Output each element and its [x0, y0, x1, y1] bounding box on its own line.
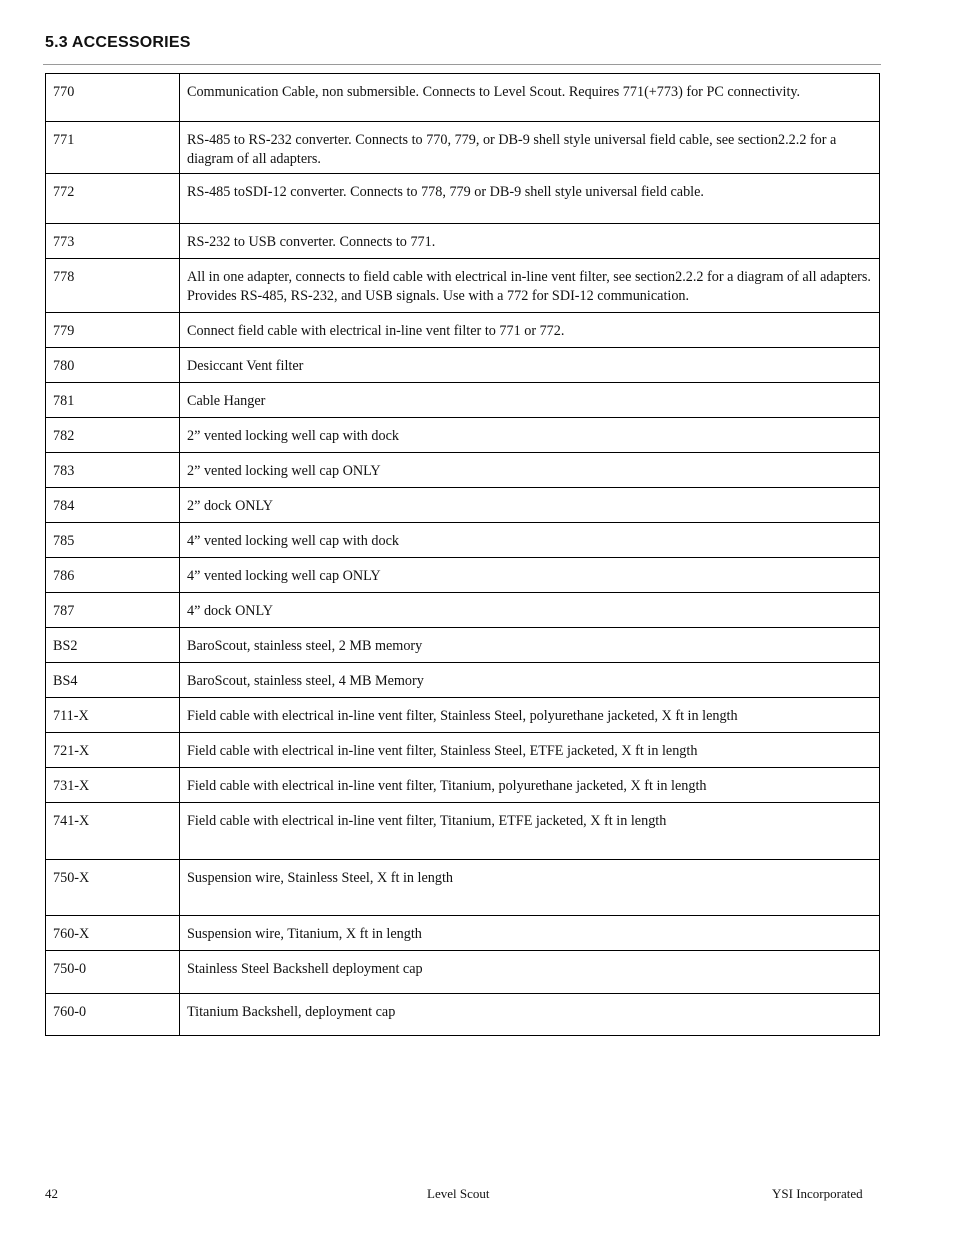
footer-page-number: 42 [45, 1186, 58, 1201]
table-row [46, 523, 880, 558]
table-row [46, 628, 880, 663]
accessories-table [45, 73, 880, 1036]
description-cell: Cable Hanger [180, 383, 880, 418]
description-cell: 2” dock ONLY [180, 488, 880, 523]
part-number-cell: 783 [46, 453, 180, 488]
accessories-table-body [46, 74, 880, 1036]
table-row [46, 733, 880, 768]
table-row [46, 383, 880, 418]
table-row [46, 453, 880, 488]
description-cell: BaroScout, stainless steel, 4 MB Memory [180, 663, 880, 698]
part-number-cell: 750-X [46, 860, 180, 916]
part-number-cell: BS2 [46, 628, 180, 663]
part-number-cell: 778 [46, 259, 180, 313]
part-number-cell: 711-X [46, 698, 180, 733]
description-cell: Desiccant Vent filter [180, 348, 880, 383]
table-row [46, 916, 880, 951]
footer-product-name: Level Scout [427, 1186, 490, 1201]
part-number-cell: 786 [46, 558, 180, 593]
description-cell: Suspension wire, Titanium, X ft in length [180, 916, 880, 951]
footer-company-name: YSI Incorporated [772, 1186, 863, 1201]
description-cell: 2” vented locking well cap with dock [180, 418, 880, 453]
part-number-cell: 770 [46, 74, 180, 122]
table-row [46, 348, 880, 383]
table-row [46, 313, 880, 348]
description-cell: 2” vented locking well cap ONLY [180, 453, 880, 488]
table-row [46, 951, 880, 994]
description-cell: Field cable with electrical in-line vent filter, Titanium, ETFE jacketed, X ft in length [180, 803, 880, 860]
part-number-cell: 784 [46, 488, 180, 523]
part-number-cell: 772 [46, 174, 180, 224]
description-cell: 4” vented locking well cap ONLY [180, 558, 880, 593]
part-number-cell: 782 [46, 418, 180, 453]
table-row [46, 803, 880, 860]
description-cell: Field cable with electrical in-line vent filter, Stainless Steel, polyurethane jacketed, X ft in length [180, 698, 880, 733]
part-number-cell: 771 [46, 122, 180, 174]
description-cell: Communication Cable, non submersible. Connects to Level Scout. Requires 771(+773) for PC connectivity. [180, 74, 880, 122]
description-cell: Suspension wire, Stainless Steel, X ft in length [180, 860, 880, 916]
table-row [46, 558, 880, 593]
part-number-cell: 773 [46, 224, 180, 259]
part-number-cell: 750-0 [46, 951, 180, 994]
part-number-cell: 721-X [46, 733, 180, 768]
table-row [46, 488, 880, 523]
description-cell: RS-485 to RS-232 converter. Connects to 770, 779, or DB-9 shell style universal field cable, see section2.2.2 for a diagram of all adapters. [180, 122, 880, 174]
table-row [46, 593, 880, 628]
table-row [46, 663, 880, 698]
description-cell: Field cable with electrical in-line vent filter, Titanium, polyurethane jacketed, X ft in length [180, 768, 880, 803]
table-row [46, 994, 880, 1036]
part-number-cell: 760-X [46, 916, 180, 951]
table-row [46, 174, 880, 224]
description-cell: Stainless Steel Backshell deployment cap [180, 951, 880, 994]
part-number-cell: 787 [46, 593, 180, 628]
description-cell: RS-232 to USB converter. Connects to 771. [180, 224, 880, 259]
table-row [46, 122, 880, 174]
table-row [46, 259, 880, 313]
description-cell: All in one adapter, connects to field cable with electrical in-line vent filter, see section2.2.2 for a diagram of all adapters. Provides RS-485, RS-232, and USB signals. Use with a 772 for SDI-12 communication. [180, 259, 880, 313]
part-number-cell: 760-0 [46, 994, 180, 1036]
description-cell: 4” vented locking well cap with dock [180, 523, 880, 558]
part-number-cell: 741-X [46, 803, 180, 860]
table-row [46, 860, 880, 916]
table-row [46, 768, 880, 803]
part-number-cell: 781 [46, 383, 180, 418]
table-row [46, 74, 880, 122]
part-number-cell: 785 [46, 523, 180, 558]
table-row [46, 418, 880, 453]
part-number-cell: 731-X [46, 768, 180, 803]
description-cell: BaroScout, stainless steel, 2 MB memory [180, 628, 880, 663]
heading-divider [43, 64, 881, 65]
table-row [46, 698, 880, 733]
description-cell: Connect field cable with electrical in-line vent filter to 771 or 772. [180, 313, 880, 348]
description-cell: Field cable with electrical in-line vent filter, Stainless Steel, ETFE jacketed, X ft in length [180, 733, 880, 768]
table-row [46, 224, 880, 259]
description-cell: 4” dock ONLY [180, 593, 880, 628]
section-heading: 5.3 ACCESSORIES [45, 34, 191, 51]
part-number-cell: BS4 [46, 663, 180, 698]
part-number-cell: 779 [46, 313, 180, 348]
description-cell: Titanium Backshell, deployment cap [180, 994, 880, 1036]
description-cell: RS-485 toSDI-12 converter. Connects to 778, 779 or DB-9 shell style universal field cable. [180, 174, 880, 224]
part-number-cell: 780 [46, 348, 180, 383]
